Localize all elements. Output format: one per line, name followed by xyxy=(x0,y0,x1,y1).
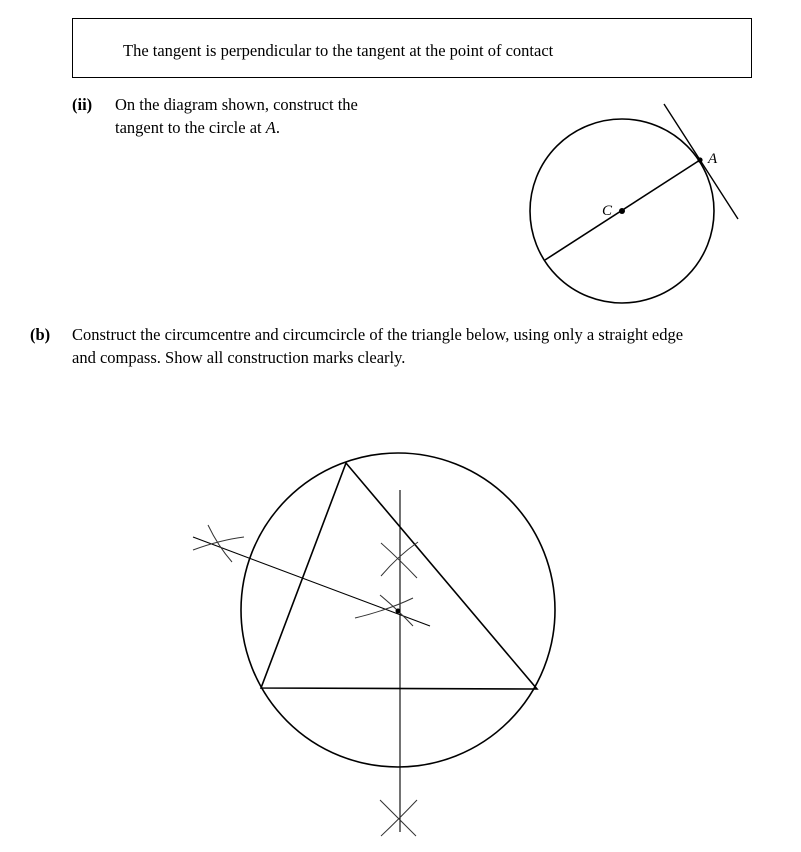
part-b-label: (b) xyxy=(30,325,51,344)
center-label: C xyxy=(602,203,613,219)
part-b-line-2: and compass. Show all construction marks clearly. xyxy=(72,348,406,367)
part-ii-line-2: tangent to the circle at A. xyxy=(115,118,280,137)
point-a-ref: A xyxy=(265,118,276,137)
part-ii-label: (ii) xyxy=(72,95,93,114)
answer-text: The tangent is perpendicular to the tangent at the point of contact xyxy=(123,41,554,60)
part-ii-line-1: On the diagram shown, construct the xyxy=(115,95,358,114)
arc-mark xyxy=(381,800,417,836)
arc-mark xyxy=(381,543,417,578)
circumcentre-point xyxy=(396,609,401,614)
triangle xyxy=(261,463,537,689)
point-a-label: A xyxy=(708,151,718,167)
part-b-line-1: Construct the circumcentre and circumcircle of the triangle below, using only a straight edge xyxy=(72,325,684,344)
arc-mark xyxy=(380,800,416,836)
perpendicular-bisector-side xyxy=(193,537,430,626)
